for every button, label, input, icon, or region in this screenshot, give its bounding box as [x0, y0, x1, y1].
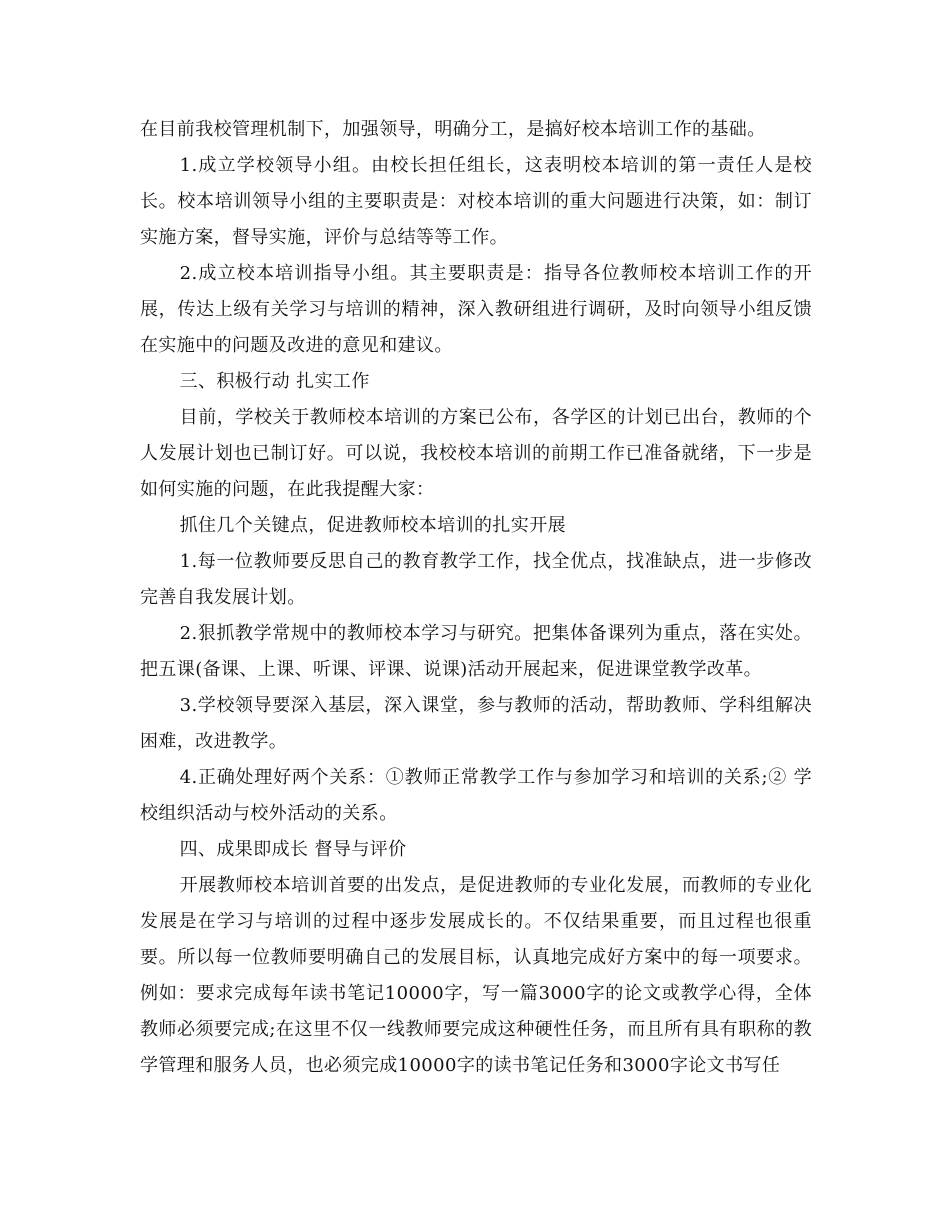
- paragraph-10: 4.正确处理好两个关系：①教师正常教学工作与参加学习和培训的关系;② 学校组织活动与校外活动的关系。: [140, 767, 812, 824]
- paragraph-9: 3.学校领导要深入基层，深入课堂，参与教师的活动，帮助教师、学科组解决困难，改进教学。: [140, 695, 812, 752]
- paragraph-7: 1.每一位教师要反思自己的教育教学工作，找全优点，找准缺点，进一步修改完善自我发展计划。: [140, 551, 812, 608]
- paragraph-6: 抓住几个关键点，促进教师校本培训的扎实开展: [179, 515, 566, 536]
- paragraph-12: 开展教师校本培训首要的出发点，是促进教师的专业化发展，而教师的专业化发展是在学习与培训的过程中逐步发展成长的。不仅结果重要，而且过程也很重要。所以每一位教师要明确自己的发展目标，认真地完成好方案中的每一项要求。例如：要求完成每年读书笔记10000字，写一篇3000字的论文或教学心得，全体教师必须要完成;在这里不仅一线教师要完成这种硬性任务，而且所有具有职称的教学管理和服务人员，也必须完成10000字的读书笔记任务和3000字论文书写任: [140, 875, 812, 1076]
- paragraph-2: 1.成立学校领导小组。由校长担任组长，这表明校本培训的第一责任人是校长。校本培训领导小组的主要职责是：对校本培训的重大问题进行决策，如：制订实施方案，督导实施，评价与总结等等工作。: [140, 155, 812, 248]
- paragraph-5: 目前，学校关于教师校本培训的方案已公布，各学区的计划已出台，教师的个人发展计划也已制订好。可以说，我校校本培训的前期工作已准备就绪，下一步是如何实施的问题，在此我提醒大家：: [140, 407, 812, 500]
- paragraph-1: 在目前我校管理机制下，加强领导，明确分工，是搞好校本培训工作的基础。: [140, 119, 766, 140]
- section-heading-3: 三、积极行动 扎实工作: [179, 371, 370, 392]
- document-body: [140, 112, 812, 1084]
- paragraph-8: 2.狠抓教学常规中的教师校本学习与研究。把集体备课列为重点，落在实处。把五课(备课、上课、听课、评课、说课)活动开展起来，促进课堂教学改革。: [140, 623, 812, 680]
- paragraph-3: 2.成立校本培训指导小组。其主要职责是：指导各位教师校本培训工作的开展，传达上级有关学习与培训的精神，深入教研组进行调研，及时向领导小组反馈在实施中的问题及改进的意见和建议。: [140, 263, 812, 356]
- section-heading-4: 四、成果即成长 督导与评价: [179, 839, 407, 860]
